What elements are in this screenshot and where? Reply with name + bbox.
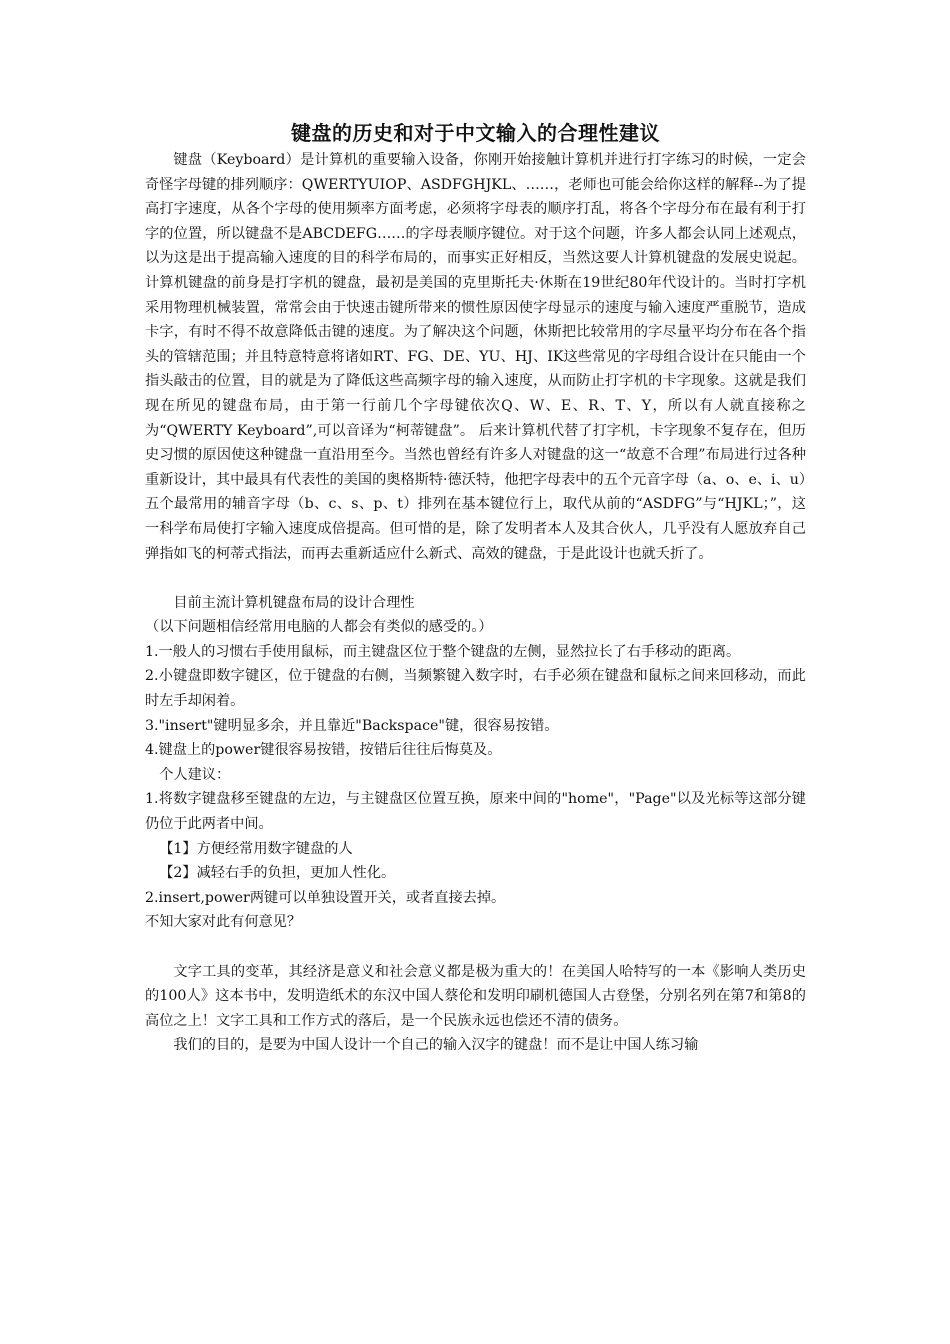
suggestion-heading: 个人建议： (159, 766, 231, 783)
problem-item: 3."insert"键明显多余，并且靠近"Backspace"键，很容易按错。 (145, 717, 559, 734)
benefit-item: 【2】减轻右手的负担，更加人性化。 (159, 865, 396, 882)
closing-question: 不知大家对此有何意见？ (145, 914, 302, 931)
problem-item: 4.键盘上的power键很容易按错，按错后往往后悔莫及。 (145, 742, 502, 759)
blank-line (145, 566, 806, 591)
problem-item: 1.一般人的习惯右手使用鼠标，而主键盘区位于整个键盘的左侧，显然拉长了右手移动的距离。 (145, 643, 741, 660)
blank-line (145, 935, 806, 960)
intro-paragraph: 键盘（Keyboard）是计算机的重要输入设备，你刚开始接触计算机并进行打字练习的时候，一定会奇怪字母键的排列顺序：QWERTYUIOP、ASDFGHJKL、……，老师也可能会给你这样的解释--为了提高打字速度，从各个字母的使用频率方面考虑，必须将字母表的顺序打乱，将各个字母分布在最有利于打字的位置，所以键盘不是ABCDEFG……的字母表顺序键位。对于这个问题，许多人都会认同上述观点，以为这是出于提高输入速度的目的科学布局的，而事实正好相反，当然这要人计算机键盘的发展史说起。 计算机键盘的前身是打字机的键盘，最初是美国的克里斯托夫·休斯在19世纪80年代设计的。当时打字机采用物理机械装置，常常会由于快速击键所带来的惯性原因使字母显示的速度与输入速度严重脱节，造成卡字，有时不得不故意降低击键的速度。为了解决这个问题，休斯把比较常用的字尽量平均分布在各个指头的管辖范围；并且特意特意将诸如RT、FG、DE、YU、HJ、IK这些常见的字母组合设计在只能由一个指头敲击的位置，目的就是为了降低这些高频字母的输入速度，从而防止打字机的卡字现象。这就是我们现在所见的键盘布局，由于第一行前几个字母键依次Q、W、E、R、T、Y，所以有人就直接称之为“QWERTY Keyboard”,可以音译为“柯蒂键盘”。 后来计算机代替了打字机，卡字现象不复存在，但历史习惯的原因使这种键盘一直沿用至今。当然也曾经有许多人对键盘的这一“故意不合理”布局进行过各种重新设计，其中最具有代表性的美国的奥格斯特·德沃特，他把字母表中的五个元音字母（a、o、e、i、u）五个最常用的辅音字母（b、c、s、p、t）排列在基本键位行上，取代从前的“ASDFG”与“HJKL；”，这一科学布局使打字输入速度成倍提高。但可惜的是，除了发明者本人及其合伙人，几乎没有人愿放弃自己弹指如飞的柯蒂式指法，而再去重新适应什么新式、高效的键盘，于是此设计也就夭折了。 (145, 152, 806, 562)
suggestion-item: 2.insert,power两键可以单独设置开关，或者直接去掉。 (145, 889, 506, 906)
suggestion-item: 1.将数字键盘移至键盘的左边，与主键盘区位置互换，原来中间的"home"，"Page"以及光标等这部分键仍位于此两者中间。 (145, 791, 806, 833)
document-page (145, 118, 806, 1058)
closing-paragraph: 文字工具的变革，其经济是意义和社会意义都是极为重大的！在美国人哈特写的一本《影响人类历史的100人》这本书中，发明造纸术的东汉中国人蔡伦和发明印刷机德国人古登堡，分别名列在第7和第8的高位之上！文字工具和工作方式的落后，是一个民族永远也偿还不清的债务。 (145, 963, 806, 1029)
closing-paragraph: 我们的目的，是要为中国人设计一个自己的输入汉字的键盘！而不是让中国人练习输 (173, 1037, 699, 1054)
benefit-item: 【1】方便经常用数字键盘的人 (159, 840, 353, 857)
section-heading: 目前主流计算机键盘布局的设计合理性 (173, 594, 415, 611)
document-title: 键盘的历史和对于中文输入的合理性建议 (291, 121, 660, 145)
problem-item: 2.小键盘即数字键区，位于键盘的右侧，当频繁键入数字时，右手必须在键盘和鼠标之间来回移动，而此时左手却闲着。 (145, 668, 806, 710)
section-note: （以下问题相信经常用电脑的人都会有类似的感受的。） (145, 619, 493, 636)
